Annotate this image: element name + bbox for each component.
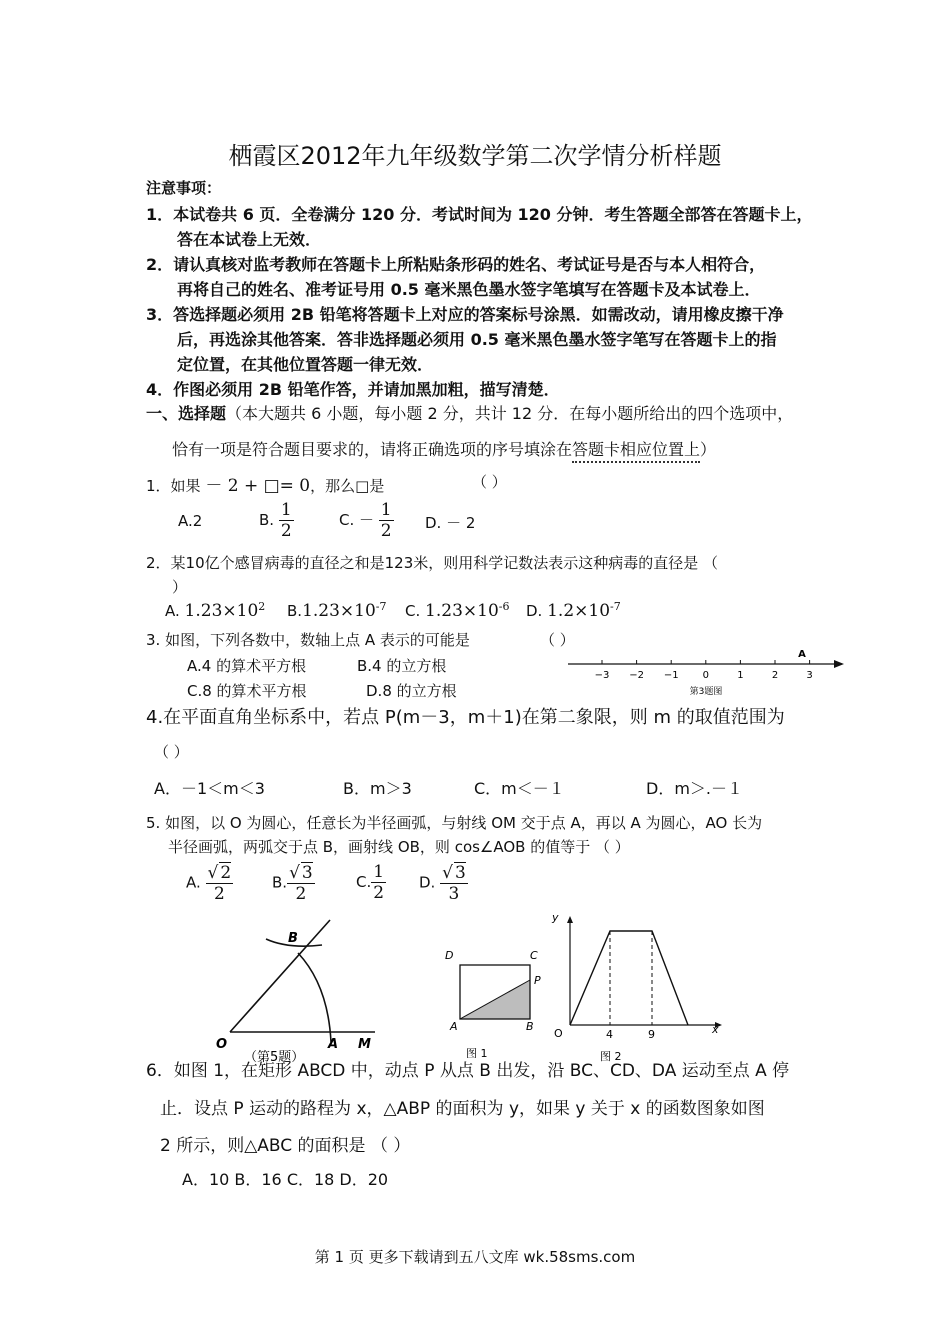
q5-option-a-label: A. xyxy=(186,873,201,892)
q1-option-a: A.2 xyxy=(178,512,203,530)
tick-label: −3 xyxy=(594,670,610,681)
q5-option-a-fraction xyxy=(206,862,234,904)
denominator: 3 xyxy=(448,884,460,904)
q1-option-d: D. － 2 xyxy=(425,514,476,532)
q3-option-d: D.8 的立方根 xyxy=(366,682,457,700)
label-b: B xyxy=(526,1020,534,1033)
numerator: 1 xyxy=(280,500,292,520)
q3-option-b: B.4 的立方根 xyxy=(357,657,447,675)
q2-stem-line1: 2．某10亿个感冒病毒的直径之和是123米，则用科学记数法表示这种病毒的直径是 （ xyxy=(146,554,719,572)
arrow-icon xyxy=(834,660,844,668)
label-b: B xyxy=(288,931,298,946)
label-c: C xyxy=(530,949,538,962)
arc-centered-o xyxy=(298,953,331,1042)
q6-stem-line3: 2 所示，则△ABC 的面积是 （ ） xyxy=(160,1136,411,1156)
q3-figure-caption: 第3题图 xyxy=(689,687,723,697)
q3-option-c: C.8 的算术平方根 xyxy=(187,682,307,700)
numerator: √ 3 xyxy=(442,863,466,883)
tick-label: −2 xyxy=(629,670,644,681)
q1-stem-b: ，那么□是 xyxy=(310,477,385,495)
y-label: y xyxy=(552,911,559,924)
section-desc-line2 xyxy=(172,437,716,460)
figure-2-caption: 图 2 xyxy=(600,1050,622,1062)
q1-option-c-fraction xyxy=(379,500,394,541)
notice-item-3-line1: 3．答选择题必须用 2B 铅笔将答题卡上对应的答案标号涂黑．如需改动，请用橡皮擦干净 xyxy=(146,305,784,324)
point-a-label: A xyxy=(798,649,806,660)
origin-label: O xyxy=(554,1027,563,1040)
q2-stem-line2: ） xyxy=(172,578,188,596)
q1-stem xyxy=(146,471,384,496)
radicand: 3 xyxy=(301,863,313,883)
page-title: 栖霞区2012年九年级数学第二次学情分析样题 xyxy=(228,142,722,170)
q5-option-d-label: D. xyxy=(419,873,436,892)
q1-option-c xyxy=(339,500,394,541)
radicand: 2 xyxy=(220,863,232,883)
q1-expression: － 2 + □= 0 xyxy=(205,476,311,496)
label-m: M xyxy=(358,1037,371,1052)
q2-option-b xyxy=(287,600,387,621)
q2-option-d-base: 1.2×10 xyxy=(547,601,611,621)
section-desc-2a: 恰有一项是符合题目要求的，请将正确选项的序号填涂在 xyxy=(172,440,573,459)
q2-option-a-exponent: 2 xyxy=(258,600,266,613)
q4-option-a: A．－1＜m＜3 xyxy=(154,779,265,798)
denominator: 2 xyxy=(380,521,392,541)
numerator: √ 3 xyxy=(289,863,313,883)
q1-stem-a: 1．如果 xyxy=(146,477,201,495)
q3-answer-paren: （ ） xyxy=(540,631,575,649)
q5-option-c xyxy=(356,862,386,903)
notice-item-2-line1: 2．请认真核对监考教师在答题卡上所粘贴条形码的姓名、考试证号是否与本人相符合， xyxy=(146,255,766,274)
denominator: 2 xyxy=(295,884,307,904)
denominator: 2 xyxy=(213,884,225,904)
label-p: P xyxy=(534,974,541,987)
q5-option-b-fraction xyxy=(287,862,315,904)
label-a: A xyxy=(328,1037,339,1052)
y-axis-arrow-icon xyxy=(567,916,573,923)
q5-option-b xyxy=(272,862,315,904)
q5-figure-caption: （第5题） xyxy=(244,1050,305,1065)
x-label: x xyxy=(712,1023,719,1036)
tick-label: −1 xyxy=(663,670,679,681)
q4-answer-paren: （ ） xyxy=(154,743,189,761)
denominator: 2 xyxy=(280,521,292,541)
numerator: 1 xyxy=(373,862,385,882)
q5-stem-line2: 半径画弧，两弧交于点 B，画射线 OB，则 cos∠AOB 的值等于 （ ） xyxy=(168,838,630,856)
q2-option-b-base: 1.23×10 xyxy=(302,601,376,621)
q2-option-c-base: 1.23×10 xyxy=(425,601,499,621)
notice-item-3-line2: 后，再选涂其他答案．答非选择题必须用 0.5 毫米黑色墨水签字笔写在答题卡上的指 xyxy=(177,330,777,349)
label-o: O xyxy=(216,1037,228,1052)
q2-option-b-exponent: -7 xyxy=(375,600,387,613)
q2-option-a-base: 1.23×10 xyxy=(184,601,259,621)
section-heading xyxy=(146,401,793,424)
q1-option-c-label: C. － xyxy=(339,511,375,529)
section-desc-2b: 答题卡相应位置上 xyxy=(572,440,700,463)
q1-option-b xyxy=(259,500,294,541)
q6-options: A．10 B．16 C．18 D．20 xyxy=(182,1170,389,1189)
tick-label: 1 xyxy=(737,670,744,681)
q5-figure xyxy=(200,915,400,1065)
q6-stem-line1: 6．如图 1，在矩形 ABCD 中，动点 P 从点 B 出发，沿 BC、CD、DA 运动至点 A 停 xyxy=(146,1061,790,1081)
tick-label: 0 xyxy=(702,670,709,681)
q5-option-d xyxy=(419,862,468,904)
q2-option-a-label: A. xyxy=(165,602,180,620)
q2-option-b-label: B. xyxy=(287,602,303,620)
q2-option-a xyxy=(165,600,265,621)
notice-item-2-line2: 再将自己的姓名、准考证号用 0.5 毫米黑色墨水签字笔填写在答题卡及本试卷上． xyxy=(177,280,761,299)
q2-option-d xyxy=(526,600,621,621)
q1-option-b-label: B. xyxy=(259,511,275,529)
q2-option-c xyxy=(405,600,509,621)
q1-answer-paren: （ ） xyxy=(472,473,507,491)
q2-option-c-exponent: -6 xyxy=(498,600,510,613)
q5-option-c-fraction xyxy=(371,862,386,903)
function-graph-line xyxy=(570,931,688,1025)
radicand: 3 xyxy=(454,863,466,883)
q5-option-d-fraction xyxy=(440,862,468,904)
page-footer: 第 1 页 更多下载请到五八文库 wk.58sms.com xyxy=(314,1248,636,1266)
numerator: 1 xyxy=(380,500,392,520)
section-desc-1: （本大题共 6 小题，每小题 2 分，共计 12 分．在每小题所给出的四个选项中， xyxy=(226,404,794,423)
notice-heading: 注意事项： xyxy=(146,179,222,197)
q4-option-b: B．m＞3 xyxy=(343,779,412,798)
section-label: 一、选择题 xyxy=(146,404,227,423)
tick-label: 2 xyxy=(771,670,779,681)
q6-figure-2-graph xyxy=(538,907,728,1062)
q2-option-c-label: C. xyxy=(405,602,421,620)
q3-stem: 3. 如图，下列各数中，数轴上点 A 表示的可能是 xyxy=(146,631,470,649)
notice-item-1-line1: 1．本试卷共 6 页．全卷满分 120 分．考试时间为 120 分钟．考生答题全部答在答题卡上， xyxy=(146,205,813,224)
q5-stem-line1: 5. 如图，以 O 为圆心，任意长为半径画弧，与射线 OM 交于点 A，再以 A 为圆心，AO 长为 xyxy=(146,814,763,832)
tick-label: 3 xyxy=(806,670,813,681)
q5-option-b-label: B. xyxy=(272,873,288,892)
notice-item-3-line3: 定位置，在其他位置答题一律无效． xyxy=(177,355,434,374)
number-line-ticks xyxy=(595,660,813,681)
notice-item-1-line2: 答在本试卷上无效． xyxy=(177,230,322,249)
label-d: D xyxy=(445,949,454,962)
q1-option-b-fraction xyxy=(279,500,294,541)
figure-1-caption: 图 1 xyxy=(466,1047,488,1058)
q3-option-a: A.4 的算术平方根 xyxy=(187,657,307,675)
denominator: 2 xyxy=(373,883,385,903)
q5-option-a xyxy=(186,862,233,904)
q4-option-d: D．m＞.－１ xyxy=(646,779,743,798)
q2-option-d-label: D. xyxy=(526,602,543,620)
q6-figure-1-rectangle xyxy=(440,940,550,1058)
q2-option-d-exponent: -7 xyxy=(610,600,621,613)
q5-option-c-label: C. xyxy=(356,873,372,891)
q6-stem-line2: 止．设点 P 运动的路程为 x，△ABP 的面积为 y，如果 y 关于 x 的函数图象如图 xyxy=(160,1099,765,1119)
q3-number-line-figure xyxy=(560,640,860,702)
notice-item-4-line1: 4．作图必须用 2B 铅笔作答，并请加黑加粗，描写清楚． xyxy=(146,380,560,399)
label-a: A xyxy=(450,1020,458,1033)
tick-label-4: 4 xyxy=(606,1028,613,1041)
tick-label-9: 9 xyxy=(648,1028,655,1041)
q4-option-c: C．m＜－１ xyxy=(474,779,565,798)
q4-stem: 4.在平面直角坐标系中，若点 P(m－3，m＋1)在第二象限，则 m 的取值范围为 xyxy=(146,707,785,728)
section-desc-2c: ） xyxy=(700,440,717,459)
numerator: √ 2 xyxy=(207,863,232,883)
